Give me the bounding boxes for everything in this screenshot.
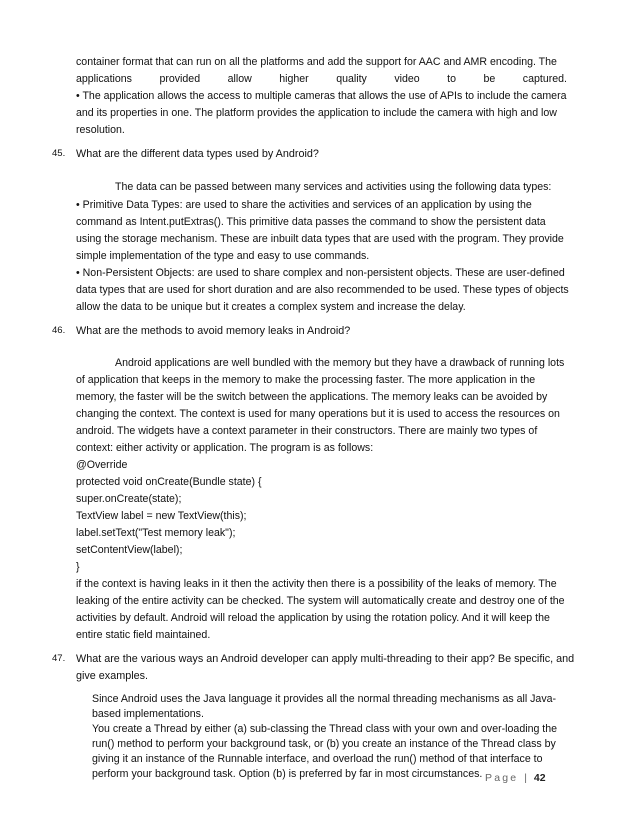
- question-number-46: 46.: [52, 325, 66, 336]
- intro-word: to: [447, 73, 456, 85]
- intro-word: applications: [76, 73, 132, 85]
- intro-word: be: [483, 73, 496, 85]
- question-45-heading: What are the different data types used by Android?: [76, 148, 319, 160]
- code-line-5: label.setText("Test memory leak");: [76, 527, 236, 539]
- answer-46-line-3: memory, the faster will be the switch between the applications. The memory leaks can be avoided by: [76, 391, 548, 403]
- intro-line-4: and its properties in one. The platform provides the application to include the camera with high and low: [76, 107, 557, 119]
- code-line-1: @Override: [76, 459, 128, 471]
- answer-47-line-3: You create a Thread by either (a) sub-classing the Thread class with your own and over-loading the: [92, 723, 558, 735]
- answer-46-line-1: Android applications are well bundled with the memory but they have a drawback of running lots: [115, 357, 565, 369]
- intro-line-1: container format that can run on all the platforms and add the support for AAC and AMR encoding. The: [76, 56, 557, 68]
- answer-46-line-5: android. The widgets have a context parameter in their constructors. There are mainly two types of: [76, 425, 538, 437]
- answer-46-line-16: activities by default. Android will reload the application by using the rotation policy. And it will keep the: [76, 612, 550, 624]
- answer-46-line-4: changing the context. The context is used for many operations but it is used to access the resources on: [76, 408, 560, 420]
- code-line-6: setContentView(label);: [76, 544, 183, 556]
- intro-word: quality: [336, 73, 367, 85]
- question-46-heading: What are the methods to avoid memory leaks in Android?: [76, 325, 351, 337]
- code-line-7: }: [76, 561, 80, 573]
- answer-45-line-6: • Non-Persistent Objects: are used to share complex and non-persistent objects. These are user-defined: [76, 267, 565, 279]
- intro-word: video: [394, 73, 420, 85]
- page-label: Page: [485, 772, 519, 784]
- intro-word: allow: [227, 73, 252, 85]
- answer-47-line-6: perform your background task. Option (b) is preferred by far in most circumstances.: [92, 768, 483, 780]
- answer-46-line-17: entire static field maintained.: [76, 629, 211, 641]
- answer-45-line-2: • Primitive Data Types: are used to share the activities and services of an application by using the: [76, 199, 532, 211]
- code-line-2: protected void onCreate(Bundle state) {: [76, 476, 262, 488]
- answer-45-line-3: command as Intent.putExtras(). This primitive data passes the command to show the persistent data: [76, 216, 546, 228]
- answer-47-line-2: based implementations.: [92, 708, 204, 720]
- page-separator: |: [524, 772, 527, 784]
- answer-47-line-1: Since Android uses the Java language it provides all the normal threading mechanisms as all Java-: [92, 693, 557, 705]
- answer-47-line-4: run() method to perform your background task, or (b) you create an instance of the Thread class by: [92, 738, 556, 750]
- answer-46-line-15: leaking of the entire activity can be checked. The system will automatically create and destroy one of the: [76, 595, 565, 607]
- page-footer: [485, 772, 546, 784]
- intro-word: higher: [279, 73, 309, 85]
- answer-45-line-1: The data can be passed between many services and activities using the following data types:: [115, 181, 552, 193]
- intro-line-2: [76, 72, 567, 86]
- answer-45-line-7: data types that are used for short duration and are also recommended to be used. These types of objects: [76, 284, 569, 296]
- answer-46-line-2: of application that keeps in the memory to make the processing faster. The more application in the: [76, 374, 536, 386]
- code-line-4: TextView label = new TextView(this);: [76, 510, 247, 522]
- intro-word: captured.: [522, 73, 567, 85]
- question-number-47: 47.: [52, 653, 66, 664]
- answer-45-line-5: simple implementation of the type and easy to use commands.: [76, 250, 370, 262]
- answer-45-line-8: allow the data to be unique but it creates a complex system and increase the delay.: [76, 301, 466, 313]
- question-47-heading-line-1: What are the various ways an Android developer can apply multi-threading to their app? Be specific, and: [76, 653, 575, 665]
- answer-46-line-14: if the context is having leaks in it then the activity then there is a possibility of the leaks of memory. The: [76, 578, 557, 590]
- question-47-heading-line-2: give examples.: [76, 670, 149, 682]
- answer-46-line-6: context: either activity or application. The program is as follows:: [76, 442, 374, 454]
- answer-45-line-4: using the storage mechanism. These are inbuilt data types that are used with the program. They provide: [76, 233, 564, 245]
- intro-line-3: • The application allows the access to multiple cameras that allows the use of APIs to include the camera: [76, 90, 567, 102]
- answer-47-line-5: giving it an instance of the Runnable interface, and overload the run() method of that interface to: [92, 753, 543, 765]
- code-line-3: super.onCreate(state);: [76, 493, 182, 505]
- question-number-45: 45.: [52, 148, 66, 159]
- intro-line-5: resolution.: [76, 124, 125, 136]
- page-number: 42: [533, 772, 546, 784]
- intro-word: provided: [159, 73, 201, 85]
